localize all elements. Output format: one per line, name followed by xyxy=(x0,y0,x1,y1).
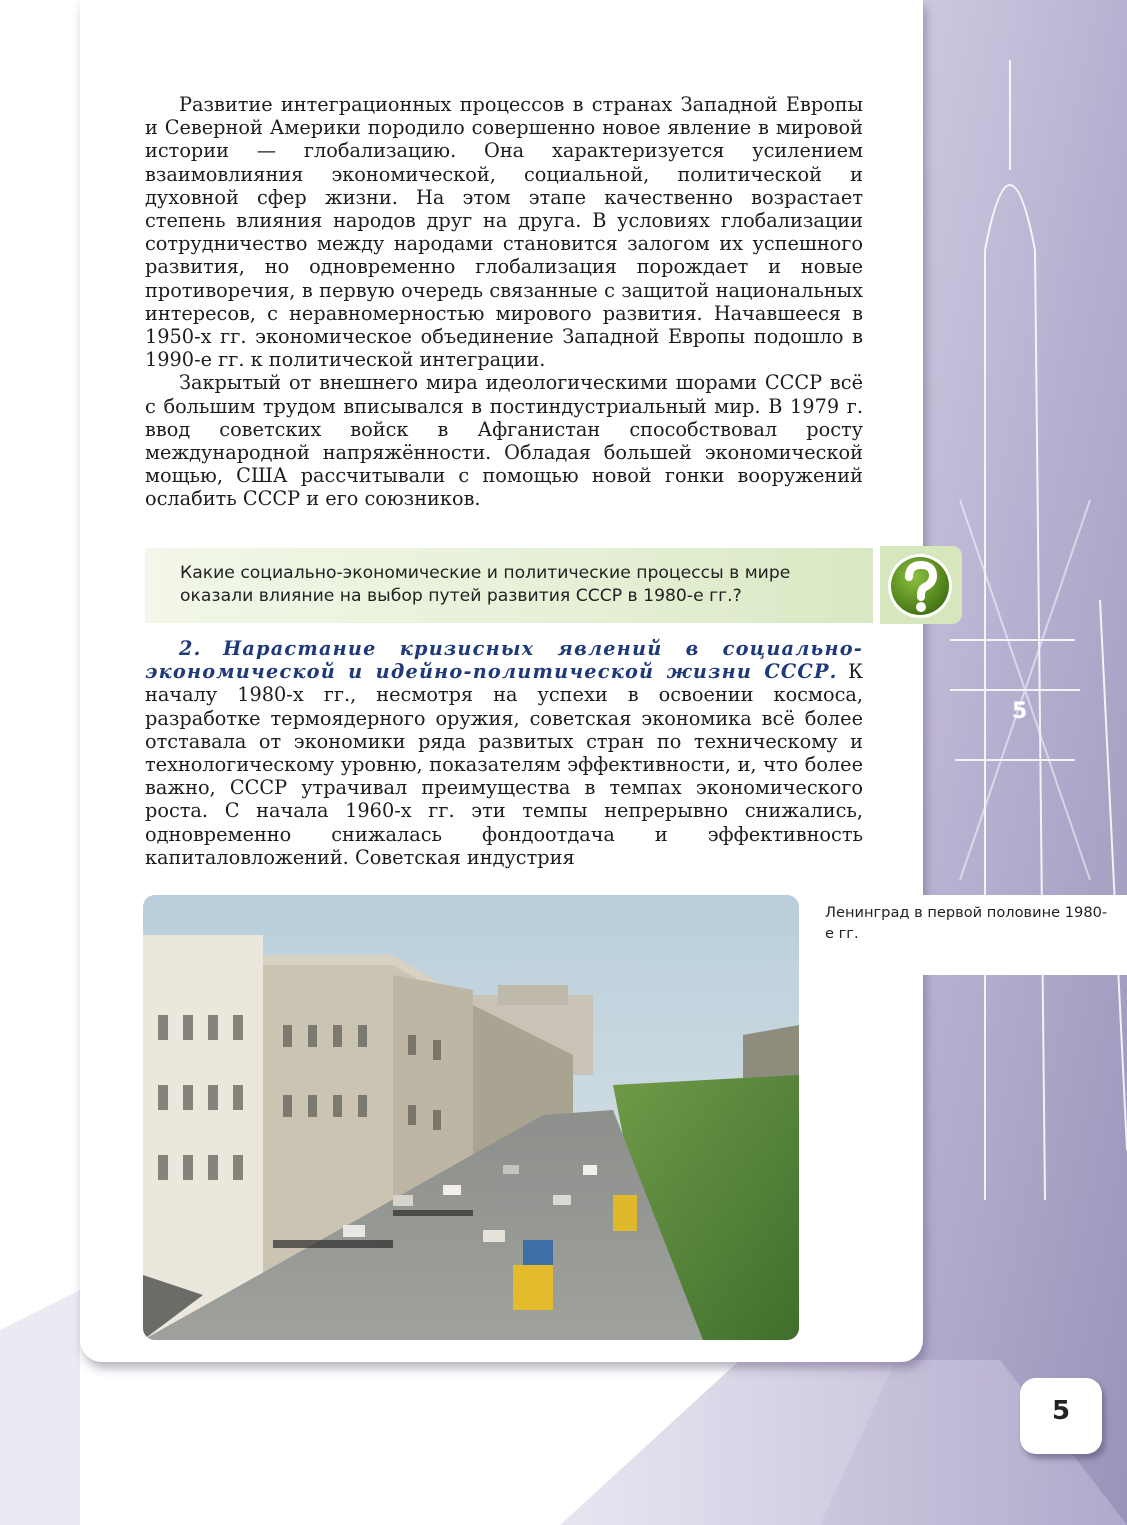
question-line: оказали влияние на выбор путей развития СССР в 1980-е гг.? xyxy=(180,586,742,606)
section-2 xyxy=(145,637,863,869)
section-body: К началу 1980-х гг., несмотря на успехи в освоении космоса, разработке термоядерного оружия, советская экономика всё более отставала от экономики ряда развитых стран по техническому и технологическому уровню, показателям эффективности, и, что более важно, СССР утрачивал преимущества в темпах экономического роста. С начала 1960-х гг. эти темпы непрерывно снижались, одновременно снижалась фондоотдача и эффективность капиталовложений. Советская индустрия xyxy=(145,660,863,869)
svg-text:5: 5 xyxy=(1012,699,1028,724)
paragraph-globalization: Развитие интеграционных процессов в странах Западной Европы и Северной Америки породило совершенно новое явление в мировой истории — глобализацию. Она характеризуется усилением взаимовлияния экономической, социальной, политической и духовной сфер жизни. На этом этапе качественно возрастает степень влияния народов друг на друга. В условиях глобализации сотрудничество между народами становится залогом их успешного развития, но одновременно глобализация порождает и новые противоречия, в первую очередь связанные с защитой национальных интересов, с неравномерностью мирового развития. Начавшееся в 1950-х гг. экономическое объединение Западной Европы подошло в 1990-е гг. к политической интеграции. xyxy=(145,93,863,372)
question-mark-icon xyxy=(885,551,955,621)
section-heading: Нарастание кризисных явлений в социально-экономической и идейно-политической жизни СССР. xyxy=(145,637,863,684)
photo-caption: Ленинград в первой половине 1980-е гг. xyxy=(825,904,1108,942)
page-number: 5 xyxy=(1051,1396,1071,1426)
section-paragraph xyxy=(145,637,863,869)
section-number: 2. xyxy=(179,637,202,660)
question-text xyxy=(180,562,880,608)
question-line: Какие социально-экономические и политические процессы в мире xyxy=(180,563,791,583)
body-text xyxy=(145,93,863,511)
paragraph-ussr-isolation: Закрытый от внешнего мира идеологическими шорами СССР всё с большим трудом вписывался в постиндустриальный мир. В 1979 г. ввод советских войск в Афганистан способствовал росту международной напряжённости. Обладая большей экономической мощью, США рассчитывали с помощью новой гонки вооружений ослабить СССР и его союзников. xyxy=(145,371,863,511)
leningrad-street-photo xyxy=(143,895,799,1340)
